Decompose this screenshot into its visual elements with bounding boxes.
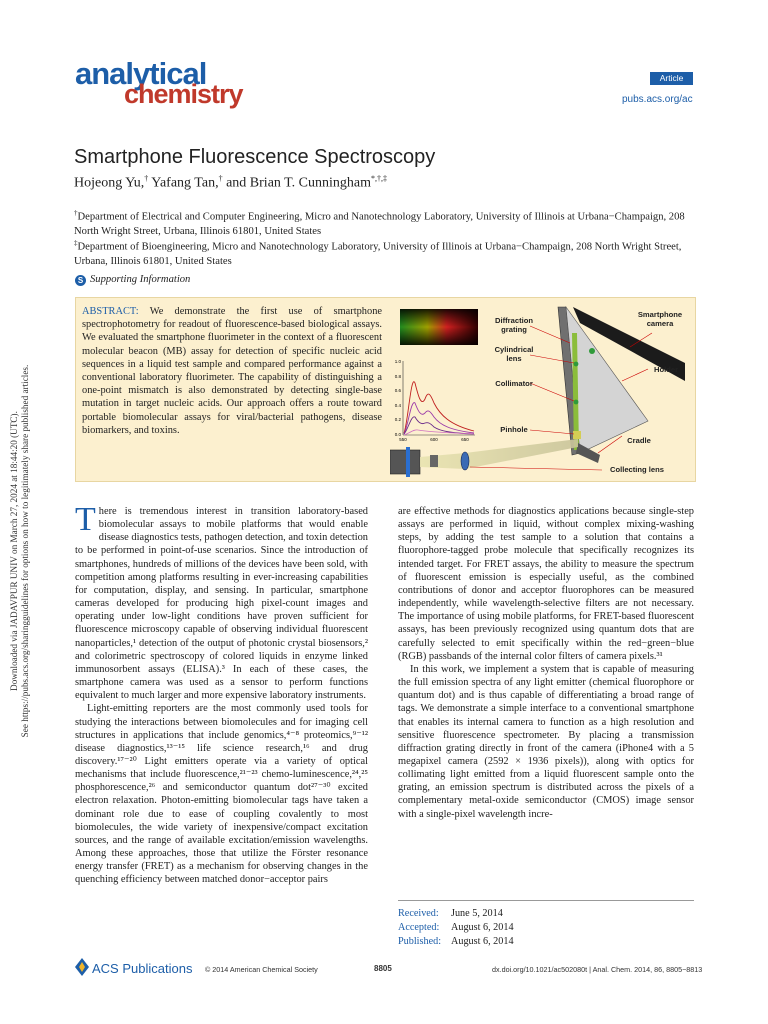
download-notice [9, 231, 31, 871]
publication-dates [398, 907, 514, 949]
author-name[interactable]: Hojeong Yu, [74, 175, 145, 191]
date-accepted [398, 921, 514, 935]
lens-dot [574, 400, 579, 405]
label-collecting-lens: Collecting lens [609, 465, 664, 474]
leader-line [622, 369, 648, 381]
leader-line [470, 467, 602, 470]
paper-title: Smartphone Fluorescence Spectroscopy [74, 146, 436, 168]
y-tick-label: 0.4 [394, 403, 401, 408]
label-pinhole: Pinhole [500, 425, 528, 434]
affiliation-text: Department of Electrical and Computer Engineering, Micro and Nanotechnology Laboratory, University of Illinois at Urbana−Champaign, 208 North Wright Street, Urbana, Illinois 61801, United States [74, 211, 685, 237]
camera-lens-dot [589, 348, 595, 354]
pinhole-block [573, 431, 581, 439]
author-name[interactable]: and Brian T. Cunningham [222, 175, 372, 191]
label-cradle: Cradle [627, 436, 651, 445]
collecting-lens-shape [461, 452, 469, 470]
light-source [390, 450, 420, 474]
x-tick-label: 600 [430, 437, 438, 442]
label-holder: Holder [653, 365, 679, 374]
article-type-badge: Article [650, 72, 693, 85]
date-published [398, 935, 514, 949]
author-name[interactable]: Yafang Tan, [148, 175, 219, 191]
y-tick-label: 0.2 [394, 417, 401, 422]
paragraph: In this work, we implement a system that is capable of measuring the full emission spectra of any light emitter (chemical fluorophore or quantum dot) and is thus capable of differentiating a broad range of tags. We demonstrate a simple interface to a conventional smartphone that enables its internal camera to function as a high resolution and sensitive fluorescence spectrometer. By placing a transmission diffraction grating directly in front of the camera (iPhone4 with a 5 megapixel camera (2592 × 1936 pixels)), along with optics for collimating light emitted from a liquid fluorescent sample onto the grating, an emission spectrum is distributed across the pixels of a complementary metal-oxide semiconductor (CMOS) image sensor with a single-pixel wavelength incre- [398, 663, 694, 820]
drop-cap: T [75, 501, 96, 538]
label-diffraction-grating: Diffraction grating [495, 316, 533, 334]
journal-logo-top: analytical [75, 56, 207, 91]
page-number: 8805 [374, 964, 392, 973]
date-value: August 6, 2014 [451, 936, 514, 947]
spectrum-curve-red [404, 382, 474, 433]
dates-divider [398, 900, 694, 901]
author-affiliation-mark: *,†,‡ [371, 174, 388, 183]
date-label: Published: [398, 936, 442, 947]
abstract-text [82, 305, 382, 437]
affiliation-text: Department of Bioengineering, Micro and Nanotechnology Laboratory, University of Illinois at Urbana−Champaign, 208 North Wright Street, Urbana, Illinois 61801, United States [74, 241, 682, 267]
download-notice-line1: Downloaded via JADAVPUR UNIV on March 27, 2024 at 18:44:20 (UTC). [9, 411, 19, 691]
sample-cuvette [430, 455, 438, 467]
affiliation-2 [74, 236, 694, 269]
download-notice-line2: See https://pubs.acs.org/sharingguidelines for options on how to legitimately share published articles. [20, 364, 30, 738]
abstract-label: ABSTRACT: [82, 306, 139, 317]
author-affiliation-mark: † [218, 174, 223, 183]
paragraph: Light-emitting reporters are the most commonly used tools for studying the interactions between biomolecules and for imaging cell structures in applications that include genomics,⁴⁻⁸ proteomics,⁹⁻¹² disease diagnostics,¹³⁻¹⁵ life science research,¹⁶ and drug discovery.¹⁷⁻²⁰ Light emitters operate via a variety of optical mechanisms that include fluorescence,²¹⁻²³ chemo-luminescence,²⁴,²⁵ phosphorescence,²⁶ and semiconductor quantum dot²⁷⁻³⁰ excited electron relaxation. Photon-emitting biomolecular tags have taken a dominant role due to ease of coupling covalently to most biomolecules, the wide variety of inexpensive/compact excitation sources, and the range of available excitation/emission wavelengths. Among these approaches, those that utilize the Förster resonance energy transfer (FRET) as a mechanism for observing changes in the quenching efficiency between matched donor−acceptor pairs [75, 703, 368, 886]
author-list [74, 174, 387, 192]
paragraph-text: here is tremendous interest in transition laboratory-based biomolecular assays to mobile platforms that would enable disease diagnostics tests, pathogen detection, and toxin detection to be performed in point-of-use scenarios. Since the introduction of smartphones, hundreds of millions of the devices have been sold, with competition among platforms resulting in ever-increasing capabilities for computation, display, and sensing. In particular, smartphone cameras developed for producing high pixel-count images and operating under low-light conditions have proven sufficient for fluorescence microscopy capable of observing individual fluorescent nanoparticles,¹ detection of the output of photonic crystal biosensors,² and colorimetric spectroscopy of colored liquids in enzyme linked immunosorbent assays (ELISA).³ In each of these cases, the smartphone camera was used as a sensor to perform functions equivalent to much larger and more expensive laboratory instruments. [75, 506, 369, 702]
lens-dot [574, 362, 579, 367]
date-value: June 5, 2014 [451, 908, 503, 919]
journal-url-link[interactable]: pubs.acs.org/ac [622, 94, 693, 105]
supporting-info-icon[interactable]: S [75, 275, 86, 286]
x-tick-label: 550 [399, 437, 407, 442]
date-label: Received: [398, 908, 439, 919]
y-tick-label: 0.0 [394, 432, 401, 437]
acs-logo-graphic [75, 958, 89, 976]
body-column-right [398, 505, 694, 821]
leader-line [530, 430, 574, 434]
y-tick-label: 1.0 [394, 359, 401, 364]
acs-publications-logo: ACS Publications [92, 961, 193, 976]
date-received [398, 907, 514, 921]
y-tick-label: 0.8 [394, 374, 401, 379]
date-value: August 6, 2014 [451, 922, 514, 933]
date-label: Accepted: [398, 922, 440, 933]
label-smartphone-camera: Smartphone camera [637, 310, 683, 328]
paragraph [75, 501, 369, 702]
label-cylindrical-lens: Cylindrical lens [494, 345, 534, 363]
y-tick-label: 0.6 [394, 388, 401, 393]
affiliation-mark: ‡ [74, 239, 78, 247]
doi-citation[interactable]: dx.doi.org/10.1021/ac502080t | Anal. Chem. 2014, 86, 8805−8813 [492, 965, 703, 974]
light-beam [420, 439, 578, 469]
affiliation-1 [74, 206, 694, 239]
label-collimator: Collimator [495, 379, 533, 388]
abstract-body: We demonstrate the first use of smartphone spectrophotometry for readout of fluorescence-based biological assays. We evaluated the smartphone fluorimeter in the context of a fluorescent molecular beacon (MB) assay for detection of specific nucleic acid sequences in a liquid test sample and compared performance against a conventional laboratory fluorimeter. The capability of distinguishing a one-point mismatch is also demonstrated by detecting single-base mutation in target nucleic acids. Our approach offers a route toward portable biomolecular assays for viral/bacterial pathogens, disease biomarkers, and toxins. [82, 306, 382, 436]
affiliation-mark: † [74, 209, 78, 217]
spectra-plot [395, 359, 475, 442]
paragraph: are effective methods for diagnostics applications because single-step assays are performed in liquid, without complex mixing-washing steps, by adding the test sample to a solution that contains a fluorophore-tagged probe molecule that specifically recognizes its intended target. For FRET assays, the ability to measure the spectrum of fluorescent emission is especially useful, as the combined contributions of donor and acceptor fluorophores can be measured independently, while wavelength-selective filters are not necessary. The importance of using mobile platforms, for FRET-based fluorescent assays, has been previously recognized using quantum dots that are carefully selected to emit specifically within the red−green−blue (RGB) passbands of the internal color filters of camera pixels.³¹ [398, 506, 694, 662]
body-column-left [75, 501, 369, 887]
supporting-info-link[interactable]: Supporting Information [90, 274, 191, 285]
author-affiliation-mark: † [144, 174, 149, 183]
abstract-figure [390, 303, 690, 477]
spectrum-image-shading [400, 309, 478, 345]
blue-led [406, 447, 410, 477]
acs-logo-icon [75, 958, 89, 976]
abstract-figure-graphic [390, 303, 690, 477]
copyright: © 2014 American Chemical Society [205, 965, 318, 974]
spectrum-curve-pink [404, 430, 474, 435]
journal-logo-bottom: chemistry [124, 79, 243, 109]
x-tick-label: 650 [461, 437, 469, 442]
